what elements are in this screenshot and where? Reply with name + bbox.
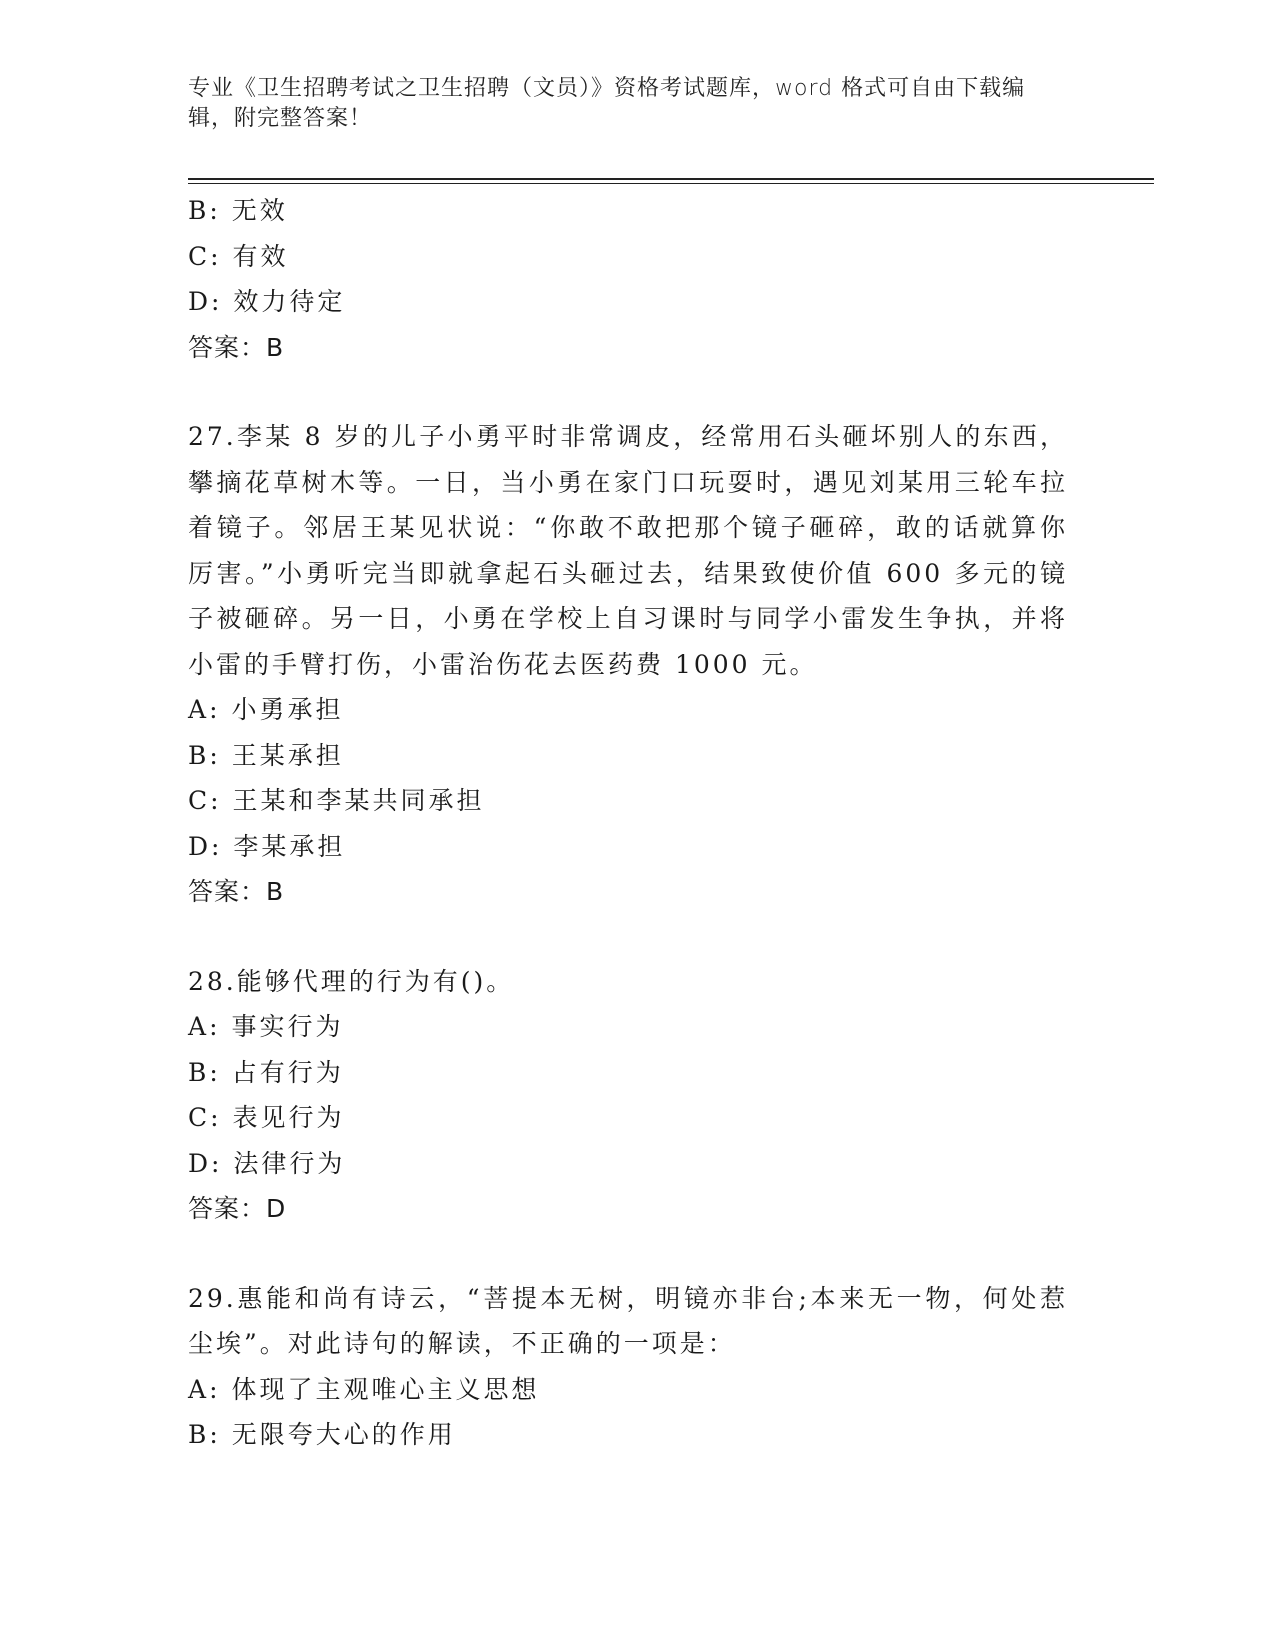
option-c: C: 表见行为 [188, 1103, 345, 1132]
option-text: 无效 [231, 196, 288, 225]
question-27 [188, 414, 1068, 915]
option-text: 李某承担 [233, 831, 346, 861]
option-c: C: 有效 [188, 241, 289, 271]
question-spacer [188, 370, 1068, 414]
header-rule-thin [188, 183, 1154, 184]
option-letter: C [188, 241, 211, 271]
option-text: 法律行为 [233, 1148, 346, 1178]
answer-line: 答案：D [188, 1194, 287, 1223]
question-content [188, 188, 1068, 1458]
option-text: 王某承担 [231, 740, 344, 770]
option-a: A: 事实行为 [188, 1012, 344, 1041]
option-letter: B [188, 196, 210, 225]
option-letter: D [188, 287, 212, 316]
option-text: 表见行为 [232, 1103, 345, 1132]
option-a: A: 小勇承担 [188, 695, 344, 724]
question-29 [188, 1276, 1068, 1458]
document-header: 专业《卫生招聘考试之卫生招聘（文员）》资格考试题库，word 格式可自由下载编辑，附完整答案！ [188, 76, 1026, 131]
option-text: 小勇承担 [231, 695, 344, 724]
question-stem: 28.能够代理的行为有()。 [188, 966, 515, 996]
question-stem: 29.惠能和尚有诗云，“菩提本无树，明镜亦非台;本来无一物，何处惹尘埃”。对此诗句的解读，不正确的一项是： [188, 1283, 1068, 1358]
option-text: 体现了主观唯心主义思想 [231, 1374, 540, 1404]
option-letter: C [188, 1103, 211, 1132]
option-text: 占有行为 [231, 1057, 344, 1087]
question-spacer [188, 1232, 1068, 1276]
option-b: B: 王某承担 [188, 740, 344, 770]
option-d: D: 李某承担 [188, 831, 346, 861]
option-b: B: 无效 [188, 196, 288, 225]
option-letter: B [188, 1057, 210, 1087]
option-d: D: 法律行为 [188, 1148, 346, 1178]
option-text: 无限夸大心的作用 [231, 1420, 456, 1449]
option-text: 王某和李某共同承担 [232, 786, 485, 815]
option-letter: D [188, 1148, 212, 1178]
option-b: B: 占有行为 [188, 1057, 344, 1087]
option-letter: B [188, 1420, 210, 1449]
question-stem: 27.李某 8 岁的儿子小勇平时非常调皮，经常用石头砸坏别人的东西，攀摘花草树木等。一日，当小勇在家门口玩耍时，遇见刘某用三轮车拉着镜子。邻居王某见状说：“你敢不敢把那个镜子砸碎，敢的话就算你厉害。”小勇听完当即就拿起石头砸过去，结果致使价值 600 多元的镜子被砸碎。另一日，小勇在学校上自习课时与同学小雷发生争执，并将小雷的手臂打伤，小雷治伤花去医药费 1000 元。 [188, 422, 1068, 679]
option-letter: A [188, 1012, 210, 1041]
header-rule-thick [188, 178, 1154, 180]
previous-question-tail [188, 188, 1068, 370]
answer-line: 答案：B [188, 877, 285, 906]
option-a: A: 体现了主观唯心主义思想 [188, 1374, 540, 1404]
question-spacer [188, 915, 1068, 959]
answer-line: 答案：B [188, 332, 285, 362]
option-c: C: 王某和李某共同承担 [188, 786, 485, 815]
option-letter: D [188, 831, 212, 861]
option-letter: A [188, 1374, 210, 1404]
option-letter: B [188, 740, 210, 770]
option-b: B: 无限夸大心的作用 [188, 1420, 456, 1449]
option-text: 效力待定 [233, 287, 346, 316]
option-text: 事实行为 [231, 1012, 344, 1041]
option-letter: A [188, 695, 210, 724]
question-28 [188, 959, 1068, 1232]
option-d: D: 效力待定 [188, 287, 346, 316]
option-letter: C [188, 786, 211, 815]
option-text: 有效 [232, 241, 289, 271]
